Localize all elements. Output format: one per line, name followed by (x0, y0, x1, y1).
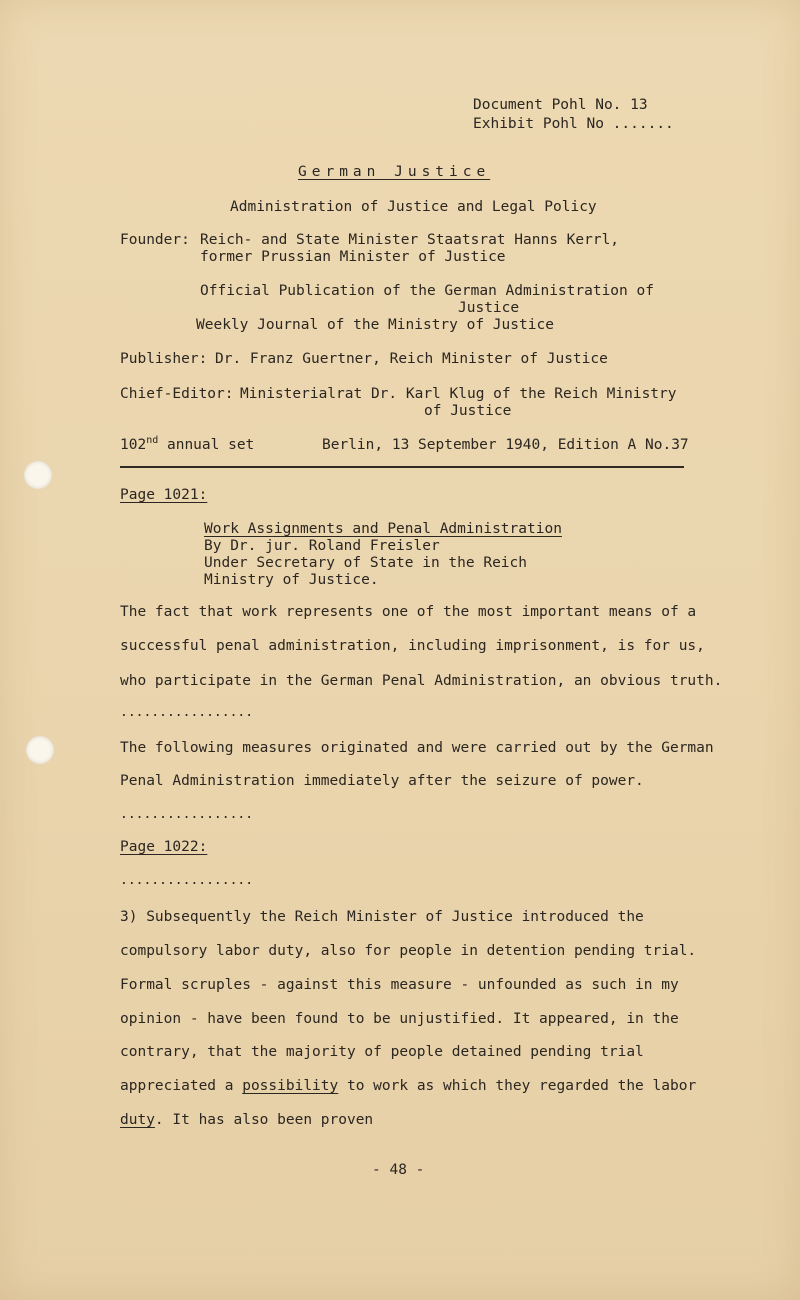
ellipsis-separator-3: ................. (120, 873, 254, 888)
para3-line-6 (120, 1077, 696, 1095)
author-line-3: Ministry of Justice. (204, 572, 379, 588)
weekly-journal: Weekly Journal of the Ministry of Justice (196, 317, 554, 333)
para2-line-2: Penal Administration immediately after the seizure of power. (120, 773, 644, 789)
page-ref-1022: Page 1022: (120, 839, 208, 855)
para3-line-4: opinion - have been found to be unjustified. It appeared, in the (120, 1011, 679, 1027)
punch-hole-top (24, 461, 52, 489)
author-line-1: By Dr. jur. Roland Freisler (204, 538, 440, 554)
founder-line-1: Reich- and State Minister Staatsrat Hanns Kerrl, (200, 232, 620, 248)
para1-line-2: successful penal administration, including imprisonment, is for us, (120, 638, 705, 654)
para3-line-1: 3) Subsequently the Reich Minister of Justice introduced the (120, 909, 644, 925)
chief-editor-label: Chief-Editor: (120, 386, 234, 402)
annual-set-number: 102 (120, 437, 147, 453)
official-line-2: Justice (458, 300, 520, 316)
para3-line-2: compulsory labor duty, also for people in detention pending trial. (120, 943, 697, 959)
para3-line-6-post: to work as which they regarded the labor (338, 1078, 697, 1094)
dateline: Berlin, 13 September 1940, Edition A No.37 (322, 437, 689, 453)
publication-subtitle: Administration of Justice and Legal Policy (230, 199, 597, 215)
ellipsis-separator-1: ................. (120, 705, 254, 720)
annual-set (120, 436, 254, 456)
publisher-label: Publisher: (120, 351, 208, 367)
para3-line-5: contrary, that the majority of people detained pending trial (120, 1044, 644, 1060)
para3-line-6-pre: appreciated a (120, 1078, 243, 1094)
para3-line-7 (120, 1111, 373, 1129)
annual-set-sup: nd (146, 435, 159, 446)
chief-editor-line-1: Ministerialrat Dr. Karl Klug of the Reich Ministry (240, 386, 677, 402)
para2-line-1: The following measures originated and were carried out by the German (120, 740, 714, 756)
official-line-1: Official Publication of the German Administration of (200, 283, 654, 299)
page-ref-1021: Page 1021: (120, 487, 208, 503)
founder-label: Founder: (120, 232, 190, 248)
document-ref: Document Pohl No. 13 (473, 97, 648, 113)
article-title: Work Assignments and Penal Administration (204, 521, 562, 537)
para3-line-7-post: . It has also been proven (154, 1112, 374, 1128)
founder-line-2: former Prussian Minister of Justice (200, 249, 506, 265)
para3-line-3: Formal scruples - against this measure - unfounded as such in my (120, 977, 679, 993)
ellipsis-separator-2: ................. (120, 807, 254, 822)
para1-line-3: who participate in the German Penal Administration, an obvious truth. (120, 673, 723, 689)
possibility-underlined: possibility (242, 1078, 339, 1094)
punch-hole-bottom (26, 736, 54, 764)
publisher: Dr. Franz Guertner, Reich Minister of Justice (215, 351, 608, 367)
annual-set-text: annual set (166, 437, 255, 453)
chief-editor-line-2: of Justice (424, 403, 512, 419)
para1-line-1: The fact that work represents one of the most important means of a (120, 604, 697, 620)
page-number: - 48 - (372, 1162, 425, 1178)
exhibit-ref: Exhibit Pohl No ....... (473, 116, 674, 132)
masthead-divider (120, 466, 684, 468)
duty-underlined: duty (120, 1112, 155, 1128)
publication-title: German Justice (298, 164, 491, 180)
author-line-2: Under Secretary of State in the Reich (204, 555, 528, 571)
